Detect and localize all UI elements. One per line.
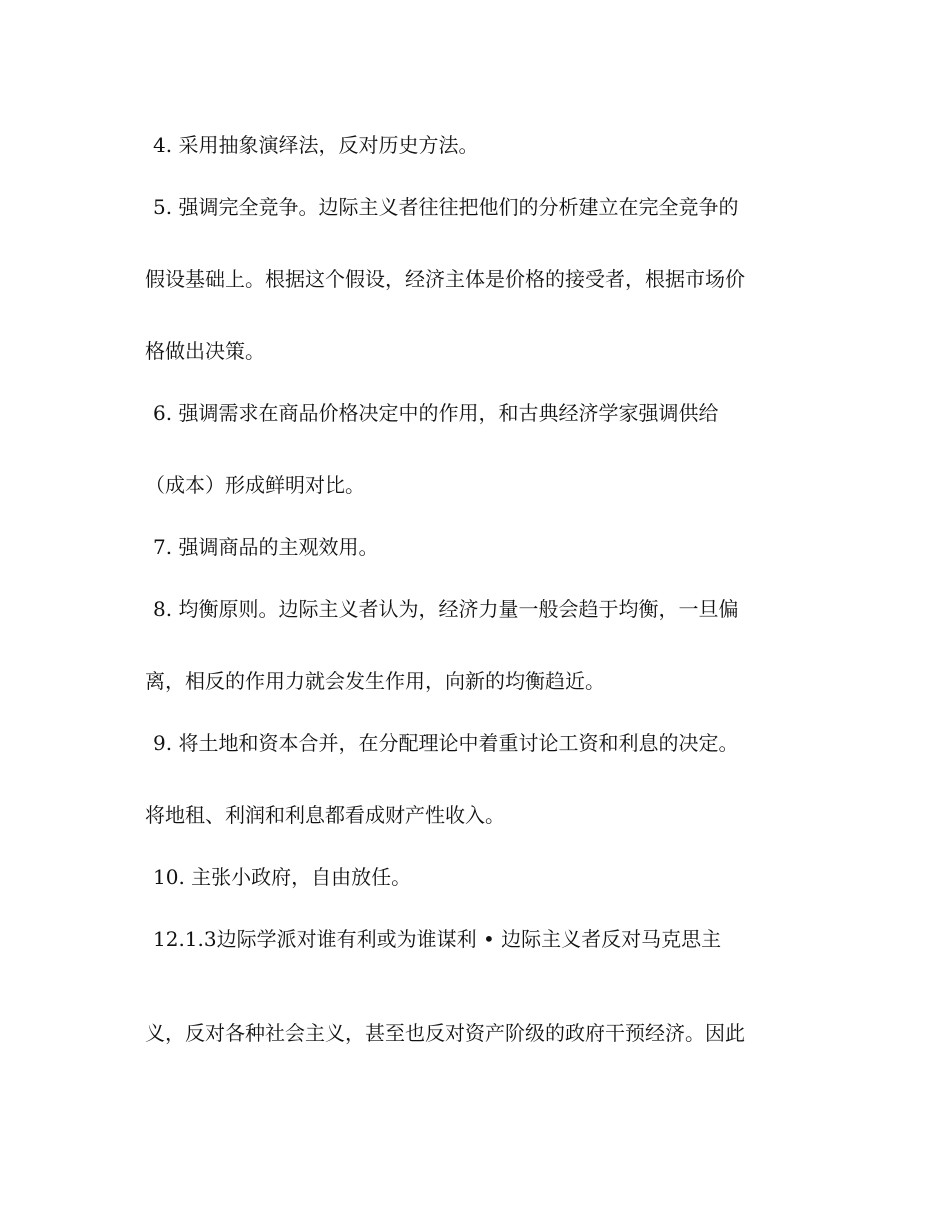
item-8-line-1: 8. 均衡原则。边际主义者认为，经济力量一般会趋于均衡，一旦偏 (153, 597, 739, 621)
item-9-line-1: 9. 将土地和资本合并，在分配理论中着重讨论工资和利息的决定。 (153, 731, 739, 755)
item-6-line-1: 6. 强调需求在商品价格决定中的作用，和古典经济学家强调供给 (153, 401, 719, 425)
item-5-line-1: 5. 强调完全竞争。边际主义者往往把他们的分析建立在完全竞争的 (153, 195, 739, 219)
item-8-line-2: 离，相反的作用力就会发生作用，向新的均衡趋近。 (145, 669, 605, 693)
item-5-line-2: 假设基础上。根据这个假设，经济主体是价格的接受者，根据市场价 (145, 267, 745, 291)
item-4-line: 4. 采用抽象演绎法，反对历史方法。 (153, 133, 479, 157)
item-5-line-3: 格做出决策。 (145, 339, 265, 363)
item-9-line-2: 将地租、利润和利息都看成财产性收入。 (145, 803, 505, 827)
section-12-1-3-line-2: 义，反对各种社会主义，甚至也反对资产阶级的政府干预经济。因此 (145, 1021, 745, 1045)
item-10-line: 10. 主张小政府，自由放任。 (153, 865, 412, 889)
item-7-line: 7. 强调商品的主观效用。 (153, 535, 379, 559)
item-6-line-2: （成本）形成鲜明对比。 (145, 473, 365, 497)
section-12-1-3-line-1: 12.1.3边际学派对谁有利或为谁谋利 • 边际主义者反对马克思主 (153, 927, 722, 951)
